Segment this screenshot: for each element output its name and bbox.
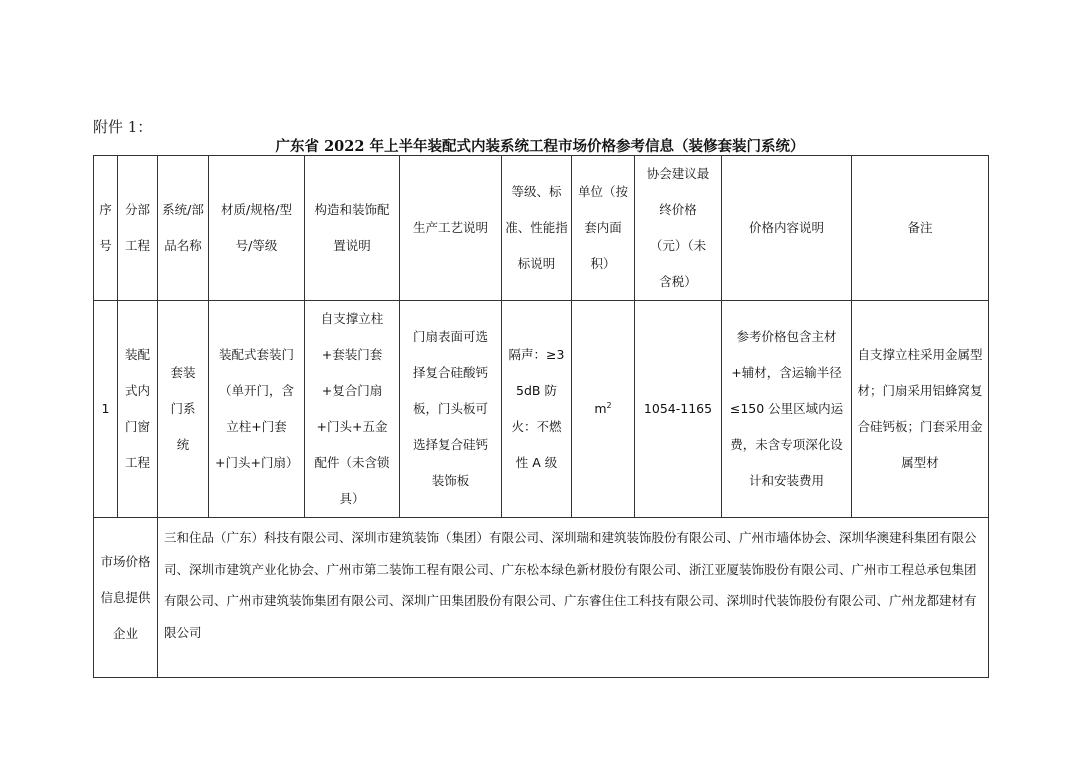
- cell-material: 装配式套装门（单开门，含立柱+门套+门头+门扇）: [209, 301, 305, 518]
- header-seq: 序号: [94, 156, 118, 301]
- table-row: [94, 301, 989, 518]
- header-unit: 单位（按套内面积）: [572, 156, 635, 301]
- header-grade: 等级、标准、性能指标说明: [502, 156, 572, 301]
- price-reference-table: [93, 155, 989, 678]
- attachment-label: 附件 1：: [93, 118, 153, 136]
- header-sub-project: 分部工程: [118, 156, 158, 301]
- cell-sub-project: 装配式内门窗工程: [118, 301, 158, 518]
- cell-seq: 1: [94, 301, 118, 518]
- header-material: 材质/规格/型号/等级: [209, 156, 305, 301]
- header-price-content: 价格内容说明: [722, 156, 852, 301]
- cell-grade: 隔声：≥35dB 防火：不燃性 A 级: [502, 301, 572, 518]
- header-system: 系统/部品名称: [158, 156, 209, 301]
- header-process: 生产工艺说明: [400, 156, 502, 301]
- supplier-label: 市场价格信息提供企业: [94, 518, 158, 678]
- cell-process: 门扇表面可选择复合硅酸钙板，门头板可选择复合硅钙装饰板: [400, 301, 502, 518]
- cell-unit: [572, 301, 635, 518]
- cell-system: 套装门系统: [158, 301, 209, 518]
- cell-price-content: 参考价格包含主材+辅材，含运输半径≤150 公里区域内运费，未含专项深化设计和安装费用: [722, 301, 852, 518]
- cell-remarks: 自支撑立柱采用金属型材；门扇采用铝蜂窝复合硅钙板；门套采用金属型材: [852, 301, 989, 518]
- supplier-row: [94, 518, 989, 678]
- header-construction: 构造和装饰配置说明: [305, 156, 400, 301]
- table-header-row: [94, 156, 989, 301]
- header-remarks: 备注: [852, 156, 989, 301]
- header-price: 协会建议最终价格（元）（未含税）: [635, 156, 722, 301]
- unit-base: m: [594, 401, 607, 416]
- supplier-list: 三和住品（广东）科技有限公司、深圳市建筑装饰（集团）有限公司、深圳瑞和建筑装饰股份有限公司、广州市墙体协会、深圳华澳建科集团有限公司、深圳市建筑产业化协会、广州市第二装饰工程有限公司、广东松本绿色新材股份有限公司、浙江亚厦装饰股份有限公司、广州市工程总承包集团有限公司、广州市建筑装饰集团有限公司、深圳广田集团股份有限公司、广东睿住住工科技有限公司、深圳时代装饰股份有限公司、广州龙都建材有限公司: [158, 518, 989, 678]
- cell-construction: 自支撑立柱+套装门套+复合门扇+门头+五金配件（未含锁具）: [305, 301, 400, 518]
- document-title: 广东省 2022 年上半年装配式内装系统工程市场价格参考信息（装修套装门系统）: [275, 138, 805, 155]
- cell-price: 1054-1165: [635, 301, 722, 518]
- unit-superscript: 2: [606, 400, 612, 410]
